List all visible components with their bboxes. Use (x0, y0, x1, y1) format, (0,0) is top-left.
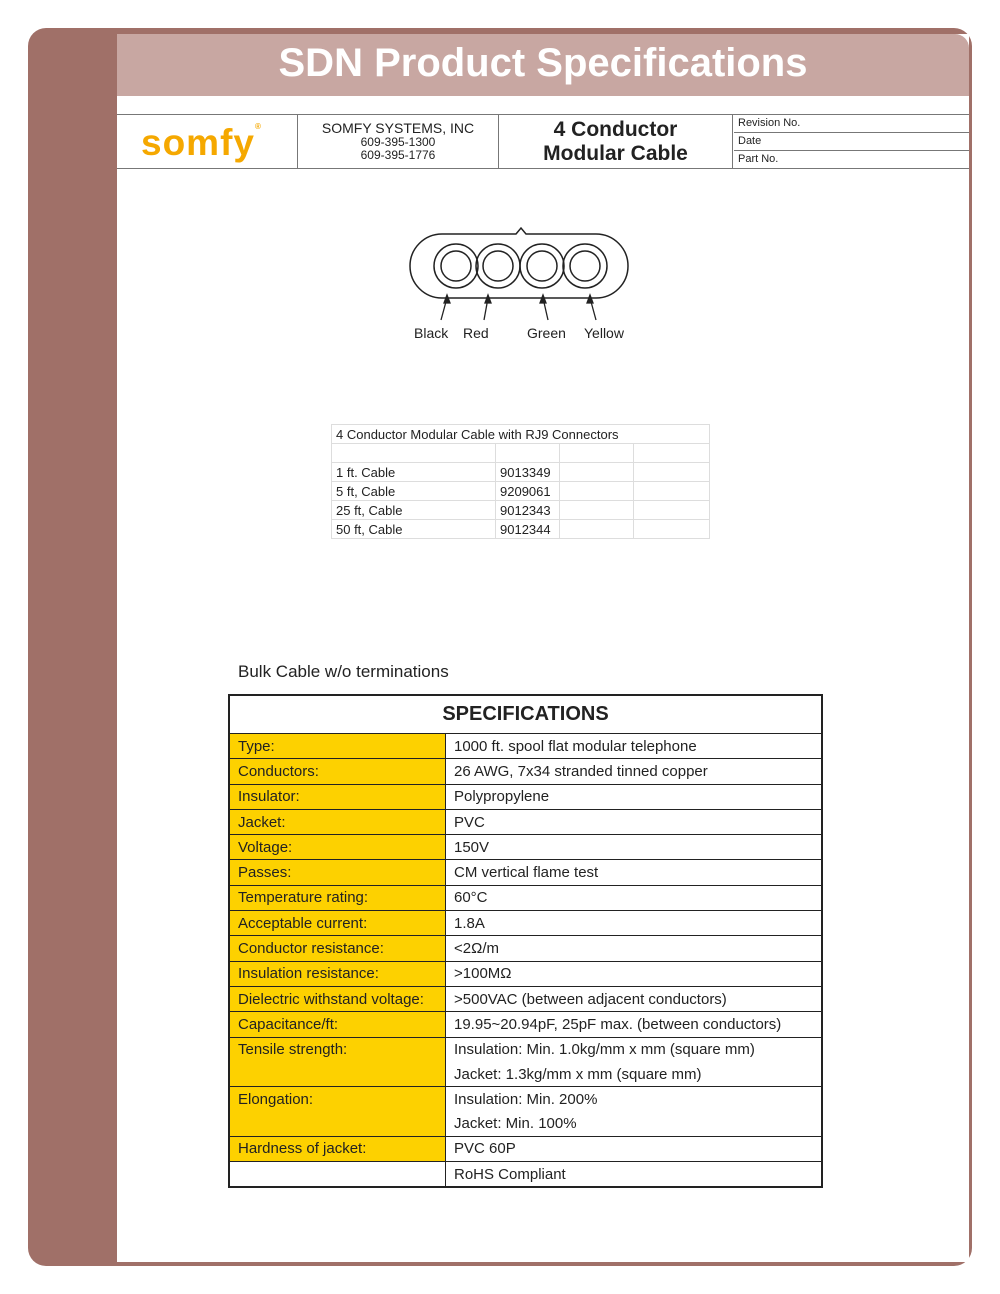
spec-value: 19.95~20.94pF, 25pF max. (between conductors) (446, 1012, 823, 1037)
product-name-cell (499, 115, 733, 168)
specifications-table (228, 694, 823, 1188)
rj9-cable-table (331, 424, 710, 539)
logo-cell (117, 115, 298, 168)
spec-key: Hardness of jacket: (229, 1136, 446, 1161)
rj9-table-title-row (332, 425, 710, 444)
page-title: SDN Product Specifications (117, 34, 969, 96)
bulk-cable-label: Bulk Cable w/o terminations (238, 662, 449, 681)
spec-key: Passes: (229, 860, 446, 885)
spec-key: Conductor resistance: (229, 936, 446, 961)
phone-2: 609-395-1776 (360, 148, 436, 162)
spec-key: Tensile strength: (229, 1037, 446, 1062)
spec-row (229, 1087, 822, 1112)
spec-value: >500VAC (between adjacent conductors) (446, 986, 823, 1011)
company-name: SOMFY SYSTEMS, INC (321, 120, 475, 136)
conductor-1 (434, 244, 478, 288)
spec-value: <2Ω/m (446, 936, 823, 961)
cable-length: 25 ft, Cable (332, 501, 496, 520)
spec-value: PVC (446, 809, 823, 834)
spec-row (229, 885, 822, 910)
spec-value: 60°C (446, 885, 823, 910)
spec-key: Capacitance/ft: (229, 1012, 446, 1037)
spec-row (229, 1012, 822, 1037)
spec-value: Insulation: Min. 200% (446, 1087, 823, 1112)
date-label: Date (734, 133, 969, 151)
spec-value: RoHS Compliant (446, 1162, 823, 1188)
conductor-3 (520, 244, 564, 288)
spec-row (229, 809, 822, 834)
spec-value: >100MΩ (446, 961, 823, 986)
spec-value: 150V (446, 835, 823, 860)
part-number: 9012344 (496, 520, 560, 539)
spec-row (229, 911, 822, 936)
spec-key: Insulation resistance: (229, 961, 446, 986)
document-header (117, 114, 969, 169)
table-row (332, 482, 710, 501)
spec-row-continued (229, 1062, 822, 1087)
spec-key: Insulator: (229, 784, 446, 809)
spec-value: Insulation: Min. 1.0kg/mm x mm (square mm) (446, 1037, 823, 1062)
product-line-2: Modular Cable (543, 142, 688, 165)
label-black: Black (414, 325, 449, 341)
meta-cell (734, 115, 969, 168)
spec-row (229, 961, 822, 986)
spec-row-continued (229, 1111, 822, 1136)
spec-row (229, 835, 822, 860)
spec-row (229, 936, 822, 961)
part-label: Part No. (738, 153, 779, 165)
spec-key (229, 1162, 446, 1188)
phone-1: 609-395-1300 (360, 135, 436, 149)
product-line-1: 4 Conductor (553, 118, 678, 141)
revision-label: Revision No. (734, 115, 969, 133)
company-cell (298, 115, 499, 168)
rj9-table-blank-row (332, 444, 710, 463)
spec-row (229, 784, 822, 809)
somfy-logo: somfy® (141, 122, 262, 163)
conductor-2 (476, 244, 520, 288)
cable-cross-section-diagram (400, 222, 640, 352)
spec-value: 1000 ft. spool flat modular telephone (446, 734, 823, 759)
spec-value: PVC 60P (446, 1136, 823, 1161)
spec-row (229, 1136, 822, 1161)
spec-row (229, 1162, 822, 1188)
specifications-heading: SPECIFICATIONS (229, 695, 822, 734)
label-red: Red (463, 325, 489, 341)
spec-value: 1.8A (446, 911, 823, 936)
cable-length: 50 ft, Cable (332, 520, 496, 539)
table-row (332, 463, 710, 482)
part-number: 9013349 (496, 463, 560, 482)
label-yellow: Yellow (584, 325, 624, 341)
spec-row (229, 1037, 822, 1062)
spec-row (229, 860, 822, 885)
spec-row (229, 734, 822, 759)
spec-key: Dielectric withstand voltage: (229, 986, 446, 1011)
spec-value: Jacket: Min. 100% (446, 1111, 823, 1136)
cable-length: 5 ft, Cable (332, 482, 496, 501)
spec-key: Type: (229, 734, 446, 759)
spec-key: Temperature rating: (229, 885, 446, 910)
spec-value: 26 AWG, 7x34 stranded tinned copper (446, 759, 823, 784)
label-green: Green (527, 325, 566, 341)
spec-key: Conductors: (229, 759, 446, 784)
spec-value: CM vertical flame test (446, 860, 823, 885)
spec-row (229, 759, 822, 784)
rj9-table-title: 4 Conductor Modular Cable with RJ9 Connectors (332, 425, 710, 444)
table-row (332, 501, 710, 520)
conductor-4 (563, 244, 607, 288)
spec-key: Voltage: (229, 835, 446, 860)
spec-value: Jacket: 1.3kg/mm x mm (square mm) (446, 1062, 823, 1087)
part-number: 9209061 (496, 482, 560, 501)
spec-key: Elongation: (229, 1087, 446, 1112)
cable-length: 1 ft. Cable (332, 463, 496, 482)
spec-key: Jacket: (229, 809, 446, 834)
spec-row (229, 986, 822, 1011)
spec-value: Polypropylene (446, 784, 823, 809)
spec-key: Acceptable current: (229, 911, 446, 936)
table-row (332, 520, 710, 539)
part-number: 9012343 (496, 501, 560, 520)
